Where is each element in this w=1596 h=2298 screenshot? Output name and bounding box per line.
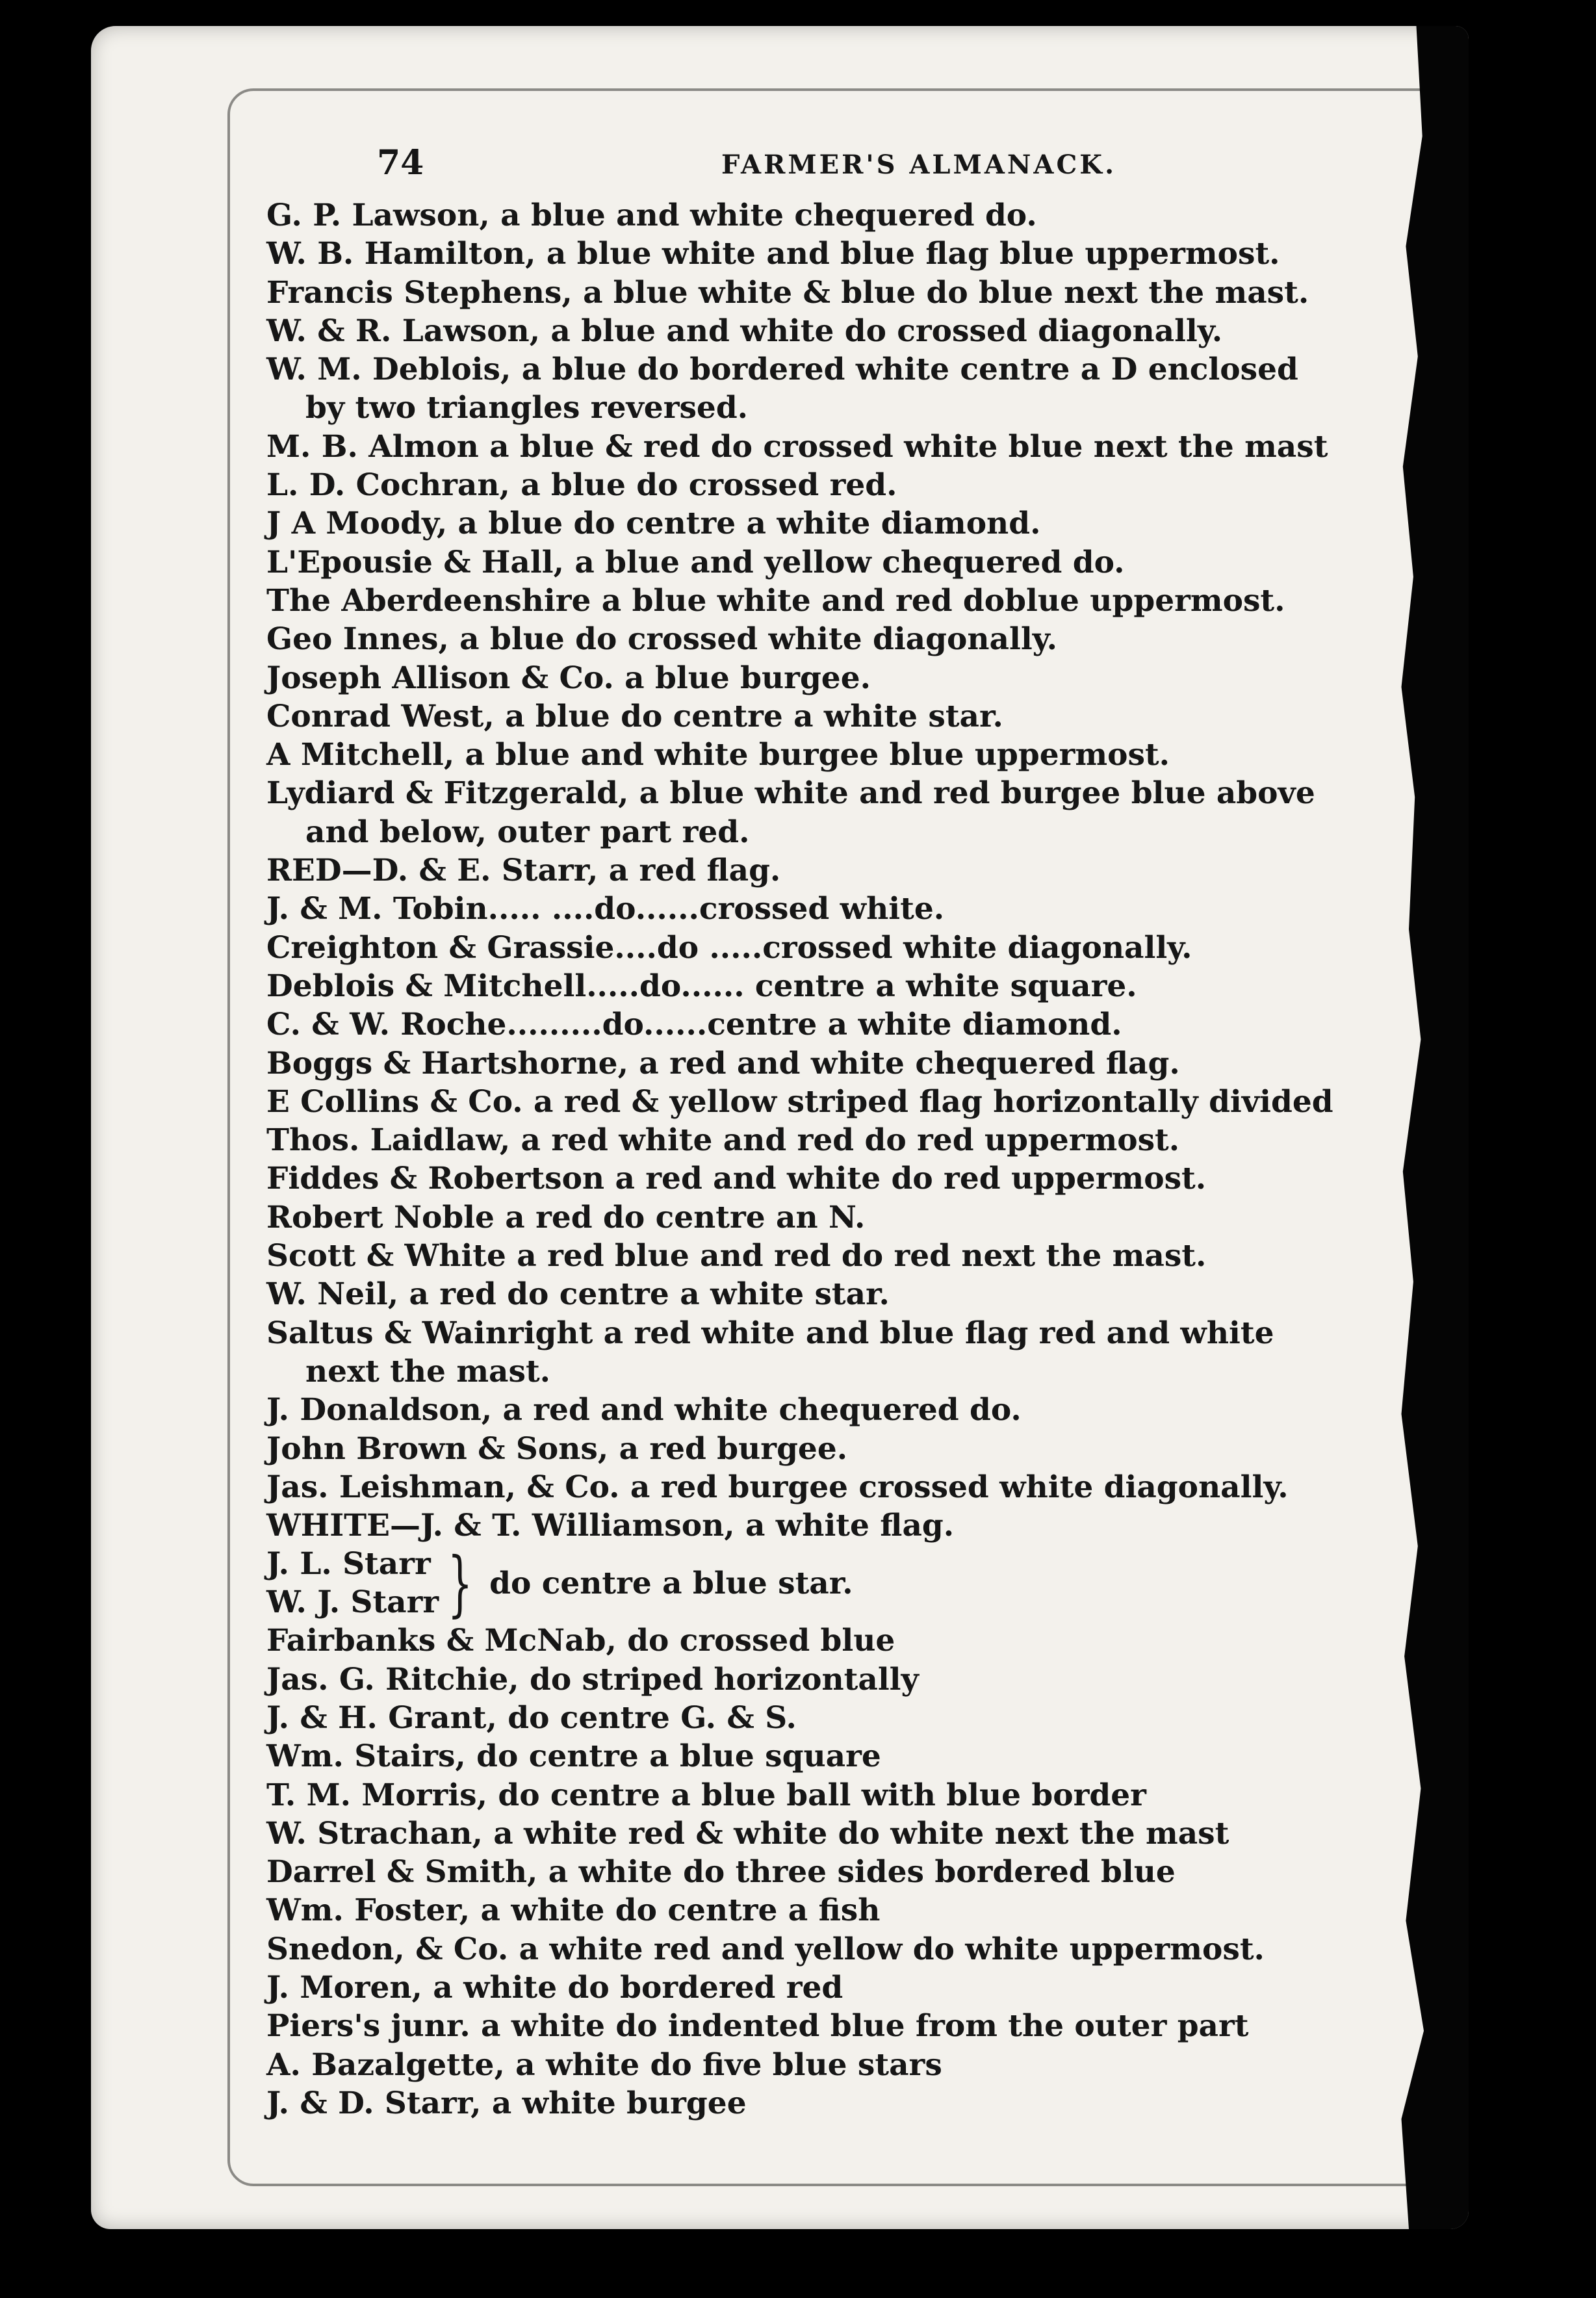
list-item: J. L. Starr [266,1546,431,1582]
list-item: L'Epousie & Hall, a blue and yellow chequered do. [266,544,1125,580]
list-item: Scott & White a red blue and red do red next the mast. [266,1238,1207,1274]
list-item: W. J. Starr [266,1584,439,1621]
flag-list [266,196,1423,1545]
list-item-continuation: next the mast. [305,1353,551,1389]
list-item: Creighton & Grassie....do .....crossed white diagonally. [266,929,1192,966]
list-item: W. B. Hamilton, a blue white and blue flag blue uppermost. [266,236,1280,272]
list-item: Joseph Allison & Co. a blue burgee. [266,660,871,696]
list-item: John Brown & Sons, a red burgee. [266,1430,848,1467]
page-content [266,143,1423,2123]
almanac-page [91,26,1469,2229]
list-item: C. & W. Roche.........do......centre a white diamond. [266,1007,1122,1043]
list-item: Deblois & Mitchell.....do...... centre a white square. [266,968,1137,1004]
list-item: Saltus & Wainright a red white and blue flag red and white [266,1315,1274,1351]
list-item: Fiddes & Robertson a red and white do red uppermost. [266,1161,1207,1197]
list-item: T. M. Morris, do centre a blue ball with blue border [266,1777,1146,1813]
list-item: L. D. Cochran, a blue do crossed red. [266,467,897,504]
list-item: J A Moody, a blue do centre a white diamond. [266,506,1041,542]
list-item: Snedon, & Co. a white red and yellow do white uppermost. [266,1931,1265,1967]
list-item: WHITE—J. & T. Williamson, a white flag. [266,1508,955,1544]
list-item: Fairbanks & McNab, do crossed blue [266,1623,895,1659]
list-item-continuation: by two triangles reversed. [305,390,749,426]
list-item: J. Moren, a white do bordered red [266,1970,843,2006]
list-item-continuation: and below, outer part red. [305,814,750,850]
list-item: E Collins & Co. a red & yellow striped flag horizontally divided [266,1083,1333,1120]
list-item: W. M. Deblois, a blue do bordered white centre a D enclosed [266,352,1298,388]
brace-group [266,1542,1423,1625]
list-item: RED—D. & E. Starr, a red flag. [266,853,781,889]
list-item: A Mitchell, a blue and white burgee blue uppermost. [266,737,1170,773]
list-item: W. & R. Lawson, a blue and white do crossed diagonally. [266,313,1223,349]
list-item: The Aberdeenshire a blue white and red doblue uppermost. [266,582,1285,619]
running-head: FARMER'S ALMANACK. [721,149,1116,180]
flag-list-continued [266,1621,1423,2123]
list-item: G. P. Lawson, a blue and white chequered do. [266,198,1037,233]
list-item: Conrad West, a blue do centre a white star. [266,698,1003,734]
list-item: Wm. Stairs, do centre a blue square [266,1738,881,1775]
list-item: M. B. Almon a blue & red do crossed white blue next the mast [266,428,1328,465]
list-item: Francis Stephens, a blue white & blue do blue next the mast. [266,274,1309,311]
list-item: W. Strachan, a white red & white do white next the mast [266,1815,1229,1852]
brace-names [266,1545,439,1621]
list-item: Boggs & Hartshorne, a red and white chequered flag. [266,1045,1180,1081]
list-item: Darrel & Smith, a white do three sides bordered blue [266,1854,1176,1891]
list-item: J. & M. Tobin..... ....do......crossed white. [266,891,945,927]
list-item: J. Donaldson, a red and white chequered do. [266,1392,1022,1428]
list-item: Wm. Foster, a white do centre a fish [266,1892,881,1929]
list-item: Lydiard & Fitzgerald, a blue white and red burgee blue above [266,775,1315,812]
list-item: A. Bazalgette, a white do five blue stars [266,2046,942,2083]
list-item: Geo Innes, a blue do crossed white diagonally. [266,621,1057,658]
list-item: Thos. Laidlaw, a red white and red do red uppermost. [266,1122,1180,1159]
list-item: J. & H. Grant, do centre G. & S. [266,1699,797,1736]
list-item: W. Neil, a red do centre a white star. [266,1276,890,1313]
page-number: 74 [377,143,424,183]
list-item: Piers's junr. a white do indented blue from the outer part [266,2008,1249,2045]
brace-symbol: } [447,1542,473,1625]
page-header [266,143,1423,192]
list-item: Jas. Leishman, & Co. a red burgee crossed white diagonally. [266,1469,1289,1505]
brace-text: do centre a blue star. [489,1565,853,1601]
list-item: J. & D. Starr, a white burgee [266,2085,747,2121]
list-item: Robert Noble a red do centre an N. [266,1199,866,1235]
list-item: Jas. G. Ritchie, do striped horizontally [266,1661,919,1698]
